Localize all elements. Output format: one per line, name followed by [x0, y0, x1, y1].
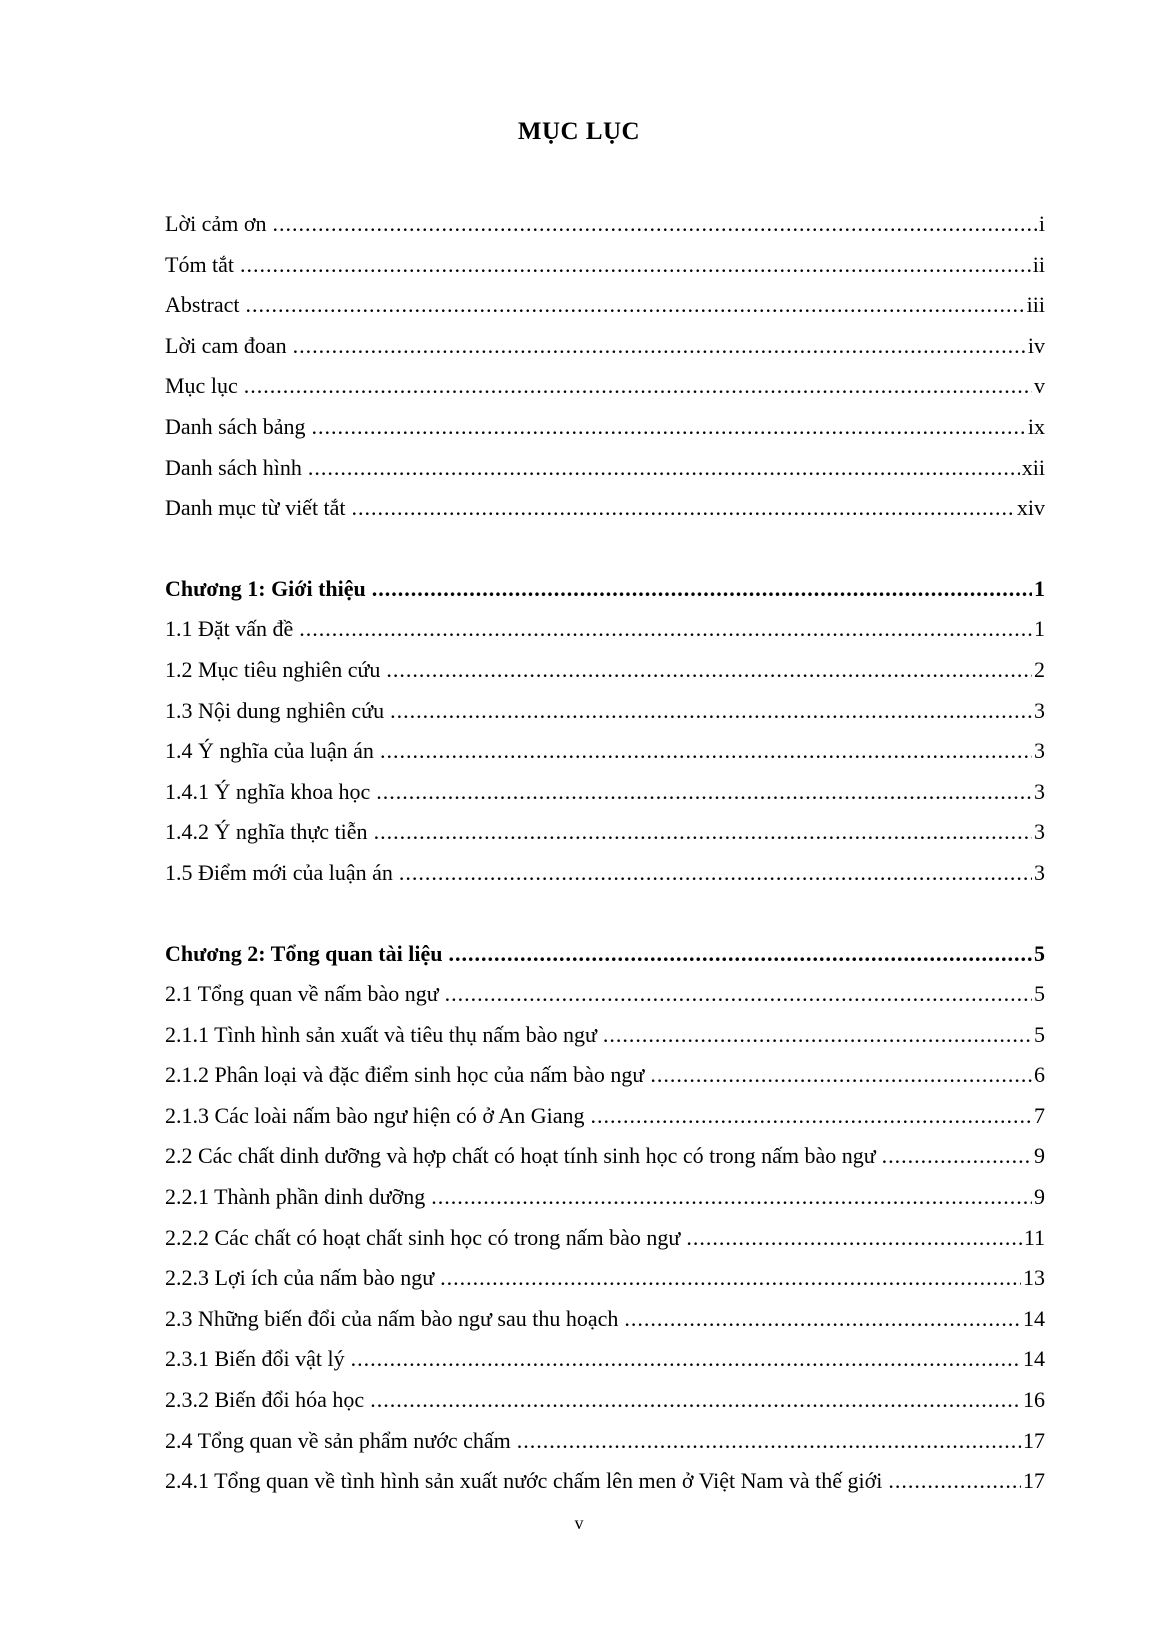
- dot-leader: [352, 495, 1015, 521]
- toc-entry-2-1[interactable]: [165, 981, 1045, 1022]
- toc-entry-page: 2: [1034, 656, 1045, 682]
- dot-leader: [517, 1428, 1021, 1454]
- toc-entry-page: iii: [1026, 292, 1045, 318]
- toc-entry-page: ii: [1032, 251, 1045, 277]
- toc-entry-2-1-2[interactable]: [165, 1062, 1045, 1103]
- toc-entry-page: 5: [1034, 940, 1045, 966]
- toc-entry-2-4-1[interactable]: [165, 1468, 1045, 1509]
- dot-leader: [293, 333, 1026, 359]
- toc-entry-2-1-3[interactable]: [165, 1103, 1045, 1144]
- dot-leader: [380, 738, 1032, 764]
- dot-leader: [431, 1184, 1032, 1210]
- dot-leader: [390, 698, 1032, 724]
- toc-entry-page: 5: [1034, 981, 1045, 1007]
- dot-leader: [299, 616, 1032, 642]
- toc-entry-label: Lời cảm ơn: [165, 211, 267, 236]
- toc-entry-danh-sach-hinh[interactable]: [165, 455, 1045, 496]
- chapter-1-section: [165, 576, 1045, 901]
- toc-entry-page: 17: [1023, 1427, 1045, 1453]
- toc-entry-page: 14: [1023, 1346, 1045, 1372]
- toc-entry-label: 1.2 Mục tiêu nghiên cứu: [165, 656, 381, 682]
- toc-entry-label: Danh sách hình: [165, 454, 302, 480]
- dot-leader: [308, 455, 1020, 481]
- toc-entry-muc-luc[interactable]: [165, 373, 1045, 414]
- toc-entry-page: 1: [1034, 575, 1045, 601]
- toc-entry-label: Chương 1: Giới thiệu: [165, 575, 366, 601]
- toc-entry-page: 3: [1034, 819, 1045, 845]
- toc-entry-page: 1: [1034, 616, 1045, 642]
- toc-entry-page: 5: [1034, 1021, 1045, 1047]
- toc-entry-page: 3: [1034, 697, 1045, 723]
- toc-entry-2-2[interactable]: [165, 1143, 1045, 1184]
- dot-leader: [624, 1306, 1021, 1332]
- toc-entry-loi-cam-on[interactable]: [165, 211, 1045, 252]
- dot-leader: [590, 1103, 1032, 1129]
- dot-leader: [372, 576, 1032, 602]
- toc-entry-label: 2.2 Các chất dinh dưỡng và hợp chất có hoạt tính sinh học có trong nấm bào ngư: [165, 1143, 876, 1169]
- toc-entry-label: 2.1 Tổng quan về nấm bào ngư: [165, 981, 439, 1007]
- toc-entry-page: iv: [1027, 332, 1045, 358]
- dot-leader: [246, 292, 1025, 318]
- toc-entry-page: 3: [1034, 859, 1045, 885]
- toc-entry-2-1-1[interactable]: [165, 1022, 1045, 1063]
- toc-entry-2-3-1[interactable]: [165, 1346, 1045, 1387]
- toc-entry-label: 2.2.3 Lợi ích của nấm bào ngư: [165, 1265, 435, 1291]
- toc-entry-page: 7: [1034, 1102, 1045, 1128]
- dot-leader: [686, 1225, 1021, 1251]
- toc-entry-label: Mục lục: [165, 373, 238, 399]
- toc-entry-label: 2.1.1 Tình hình sản xuất và tiêu thụ nấm bào ngư: [165, 1021, 597, 1047]
- toc-entry-abstract[interactable]: [165, 292, 1045, 333]
- table-of-contents: [165, 211, 1045, 1509]
- toc-entry-1-4-2[interactable]: [165, 819, 1045, 860]
- toc-entry-page: ix: [1027, 413, 1045, 439]
- toc-chapter-2-heading[interactable]: [165, 941, 1045, 982]
- toc-entry-page: 17: [1023, 1468, 1045, 1494]
- dot-leader: [603, 1022, 1032, 1048]
- toc-entry-danh-muc-tu-viet-tat[interactable]: [165, 495, 1045, 536]
- toc-entry-page: xii: [1021, 454, 1045, 480]
- toc-entry-1-2[interactable]: [165, 657, 1045, 698]
- toc-entry-label: 2.2.2 Các chất có hoạt chất sinh học có trong nấm bào ngư: [165, 1224, 681, 1250]
- toc-entry-1-5[interactable]: [165, 860, 1045, 901]
- toc-entry-2-4[interactable]: [165, 1428, 1045, 1469]
- toc-entry-2-2-2[interactable]: [165, 1225, 1045, 1266]
- dot-leader: [386, 657, 1032, 683]
- dot-leader: [370, 1387, 1021, 1413]
- toc-entry-page: 16: [1023, 1387, 1045, 1413]
- toc-entry-label: Tóm tắt: [165, 251, 235, 277]
- toc-entry-1-1[interactable]: [165, 616, 1045, 657]
- toc-entry-page: 11: [1023, 1224, 1045, 1250]
- section-gap: [165, 536, 1045, 576]
- toc-entry-danh-sach-bang[interactable]: [165, 414, 1045, 455]
- toc-entry-label: 1.1 Đặt vấn đề: [165, 616, 294, 642]
- toc-entry-label: 1.3 Nội dung nghiên cứu: [165, 697, 385, 723]
- toc-entry-label: 1.4.2 Ý nghĩa thực tiễn: [165, 819, 368, 845]
- toc-entry-label: 2.3.2 Biến đổi hóa học: [165, 1387, 365, 1413]
- toc-entry-page: i: [1038, 211, 1045, 236]
- dot-leader: [650, 1062, 1032, 1088]
- dot-leader: [882, 1143, 1032, 1169]
- dot-leader: [374, 819, 1032, 845]
- toc-entry-label: 1.5 Điểm mới của luận án: [165, 859, 393, 885]
- toc-entry-1-4[interactable]: [165, 738, 1045, 779]
- dot-leader: [376, 779, 1032, 805]
- section-gap: [165, 901, 1045, 941]
- toc-entry-label: 2.3 Những biến đổi của nấm bào ngư sau thu hoạch: [165, 1305, 619, 1331]
- toc-entry-2-2-1[interactable]: [165, 1184, 1045, 1225]
- toc-entry-loi-cam-doan[interactable]: [165, 333, 1045, 374]
- toc-entry-page: 9: [1034, 1184, 1045, 1210]
- dot-leader: [440, 1265, 1021, 1291]
- toc-entry-label: 1.4.1 Ý nghĩa khoa học: [165, 778, 371, 804]
- chapter-2-section: [165, 941, 1045, 1509]
- toc-entry-page: 3: [1034, 738, 1045, 764]
- page-title: MỤC LỤC: [517, 118, 641, 145]
- page-number: v: [574, 1513, 584, 1533]
- dot-leader: [240, 252, 1031, 278]
- toc-entry-label: 2.4 Tổng quan về sản phẩm nước chấm: [165, 1427, 511, 1453]
- toc-entry-1-3[interactable]: [165, 698, 1045, 739]
- toc-entry-page: 6: [1034, 1062, 1045, 1088]
- dot-leader: [272, 211, 1036, 237]
- toc-chapter-1-heading[interactable]: [165, 576, 1045, 617]
- toc-entry-label: Danh mục từ viết tắt: [165, 495, 346, 521]
- toc-entry-label: 2.1.2 Phân loại và đặc điểm sinh học của nấm bào ngư: [165, 1062, 645, 1088]
- toc-entry-2-3-2[interactable]: [165, 1387, 1045, 1428]
- toc-entry-page: v: [1034, 373, 1045, 399]
- toc-entry-label: 2.2.1 Thành phần dinh dưỡng: [165, 1184, 426, 1210]
- toc-entry-page: 14: [1023, 1305, 1045, 1331]
- toc-entry-label: 2.1.3 Các loài nấm bào ngư hiện có ở An Giang: [165, 1102, 585, 1128]
- toc-entry-label: 1.4 Ý nghĩa của luận án: [165, 738, 374, 764]
- toc-entry-label: Danh sách bảng: [165, 413, 306, 439]
- toc-entry-page: xiv: [1016, 495, 1045, 521]
- front-matter-list: [165, 211, 1045, 536]
- dot-leader: [448, 941, 1032, 967]
- toc-entry-label: 2.4.1 Tổng quan về tình hình sản xuất nước chấm lên men ở Việt Nam và thế giới: [165, 1468, 883, 1494]
- toc-entry-label: Chương 2: Tổng quan tài liệu: [165, 940, 443, 966]
- toc-entry-page: 3: [1034, 778, 1045, 804]
- dot-leader: [244, 373, 1032, 399]
- toc-entry-label: Abstract: [165, 292, 240, 318]
- dot-leader: [888, 1468, 1021, 1494]
- toc-entry-2-2-3[interactable]: [165, 1265, 1045, 1306]
- toc-entry-page: 13: [1023, 1265, 1045, 1291]
- dot-leader: [351, 1346, 1021, 1372]
- toc-entry-1-4-1[interactable]: [165, 779, 1045, 820]
- dot-leader: [445, 981, 1032, 1007]
- dot-leader: [399, 860, 1032, 886]
- toc-entry-2-3[interactable]: [165, 1306, 1045, 1347]
- toc-entry-page: 9: [1034, 1143, 1045, 1169]
- toc-entry-label: 2.3.1 Biến đổi vật lý: [165, 1346, 345, 1372]
- toc-entry-label: Lời cam đoan: [165, 332, 287, 358]
- dot-leader: [312, 414, 1026, 440]
- toc-entry-tom-tat[interactable]: [165, 252, 1045, 293]
